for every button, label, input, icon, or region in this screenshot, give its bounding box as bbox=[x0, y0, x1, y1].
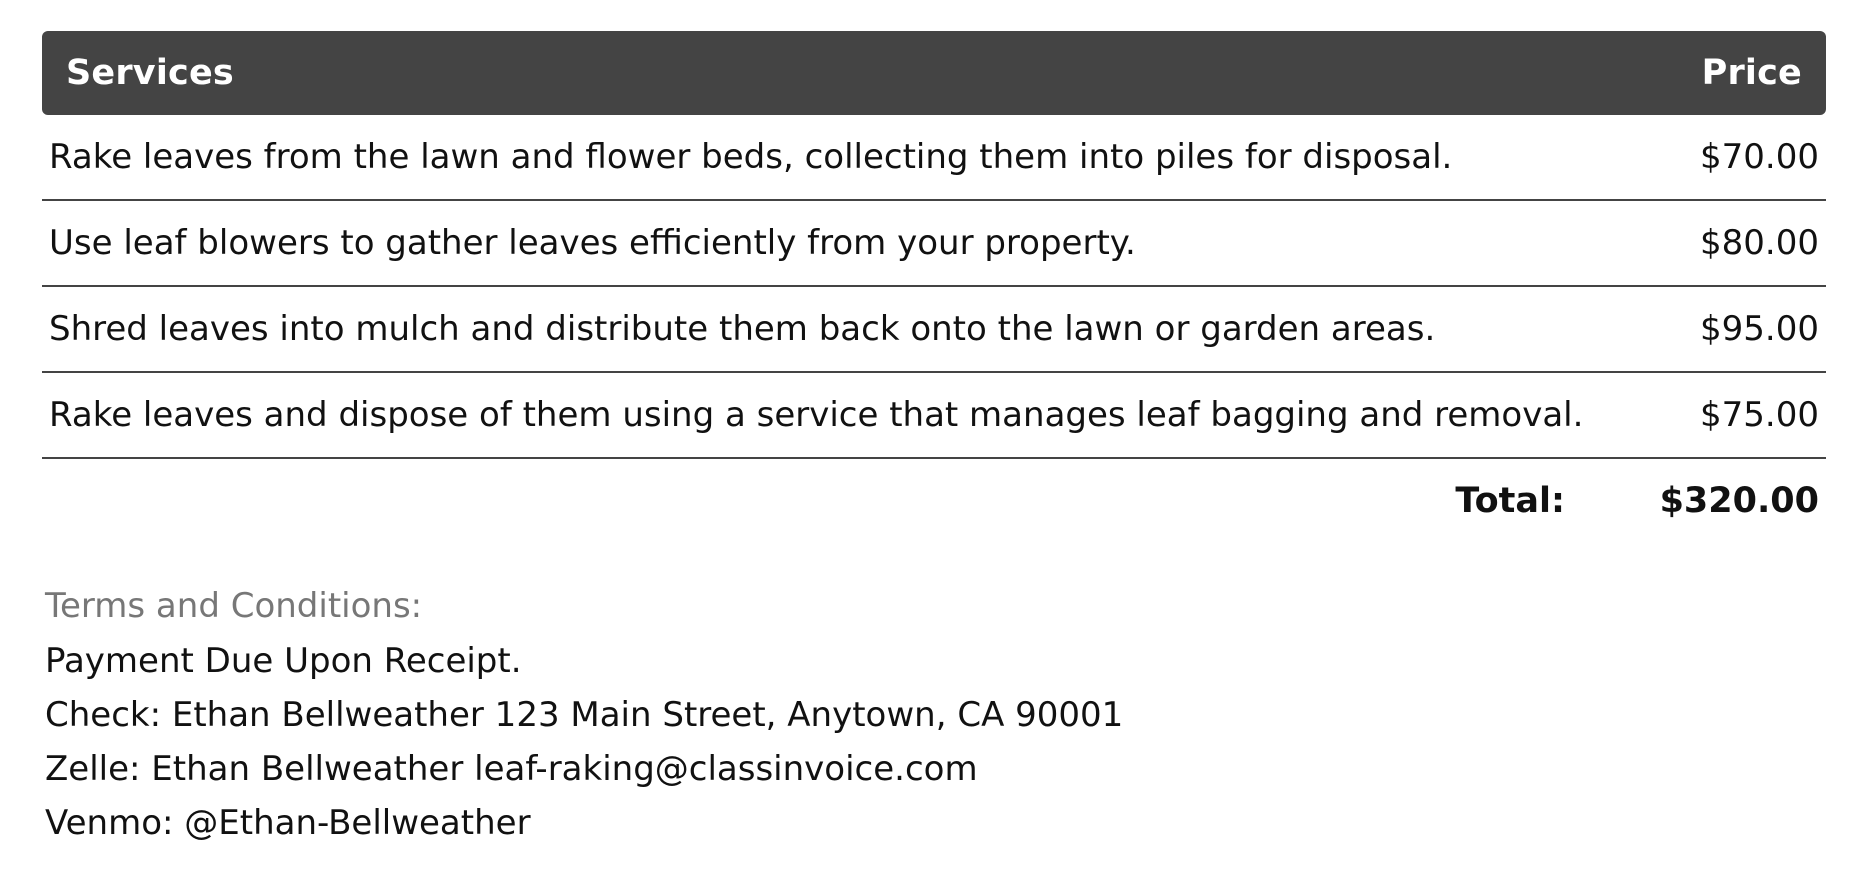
terms-venmo-info: Venmo: @Ethan-Bellweather bbox=[45, 803, 531, 843]
table-row bbox=[42, 287, 1826, 373]
total-row bbox=[42, 459, 1826, 543]
service-price: $95.00 bbox=[1700, 309, 1819, 349]
service-price: $75.00 bbox=[1700, 395, 1819, 435]
service-price: $70.00 bbox=[1700, 137, 1819, 177]
table-row bbox=[42, 201, 1826, 287]
terms-section bbox=[45, 578, 1123, 850]
service-price: $80.00 bbox=[1700, 223, 1819, 263]
terms-zelle-info: Zelle: Ethan Bellweather leaf-raking@classinvoice.com bbox=[45, 749, 978, 789]
services-column-header: Services bbox=[66, 53, 234, 93]
terms-title: Terms and Conditions: bbox=[45, 586, 423, 626]
service-description: Rake leaves from the lawn and flower beds, collecting them into piles for disposal. bbox=[49, 137, 1453, 177]
price-column-header: Price bbox=[1701, 53, 1802, 93]
service-description: Shred leaves into mulch and distribute them back onto the lawn or garden areas. bbox=[49, 309, 1436, 349]
table-row bbox=[42, 373, 1826, 459]
table-row bbox=[42, 115, 1826, 201]
total-value: $320.00 bbox=[1659, 481, 1819, 521]
total-label: Total: bbox=[1455, 481, 1565, 521]
terms-check-info: Check: Ethan Bellweather 123 Main Street, Anytown, CA 90001 bbox=[45, 695, 1124, 735]
services-table bbox=[42, 31, 1826, 543]
service-description: Use leaf blowers to gather leaves efficiently from your property. bbox=[49, 223, 1136, 263]
terms-payment-due: Payment Due Upon Receipt. bbox=[45, 641, 522, 681]
service-description: Rake leaves and dispose of them using a service that manages leaf bagging and removal. bbox=[49, 395, 1584, 435]
table-header bbox=[42, 31, 1826, 115]
